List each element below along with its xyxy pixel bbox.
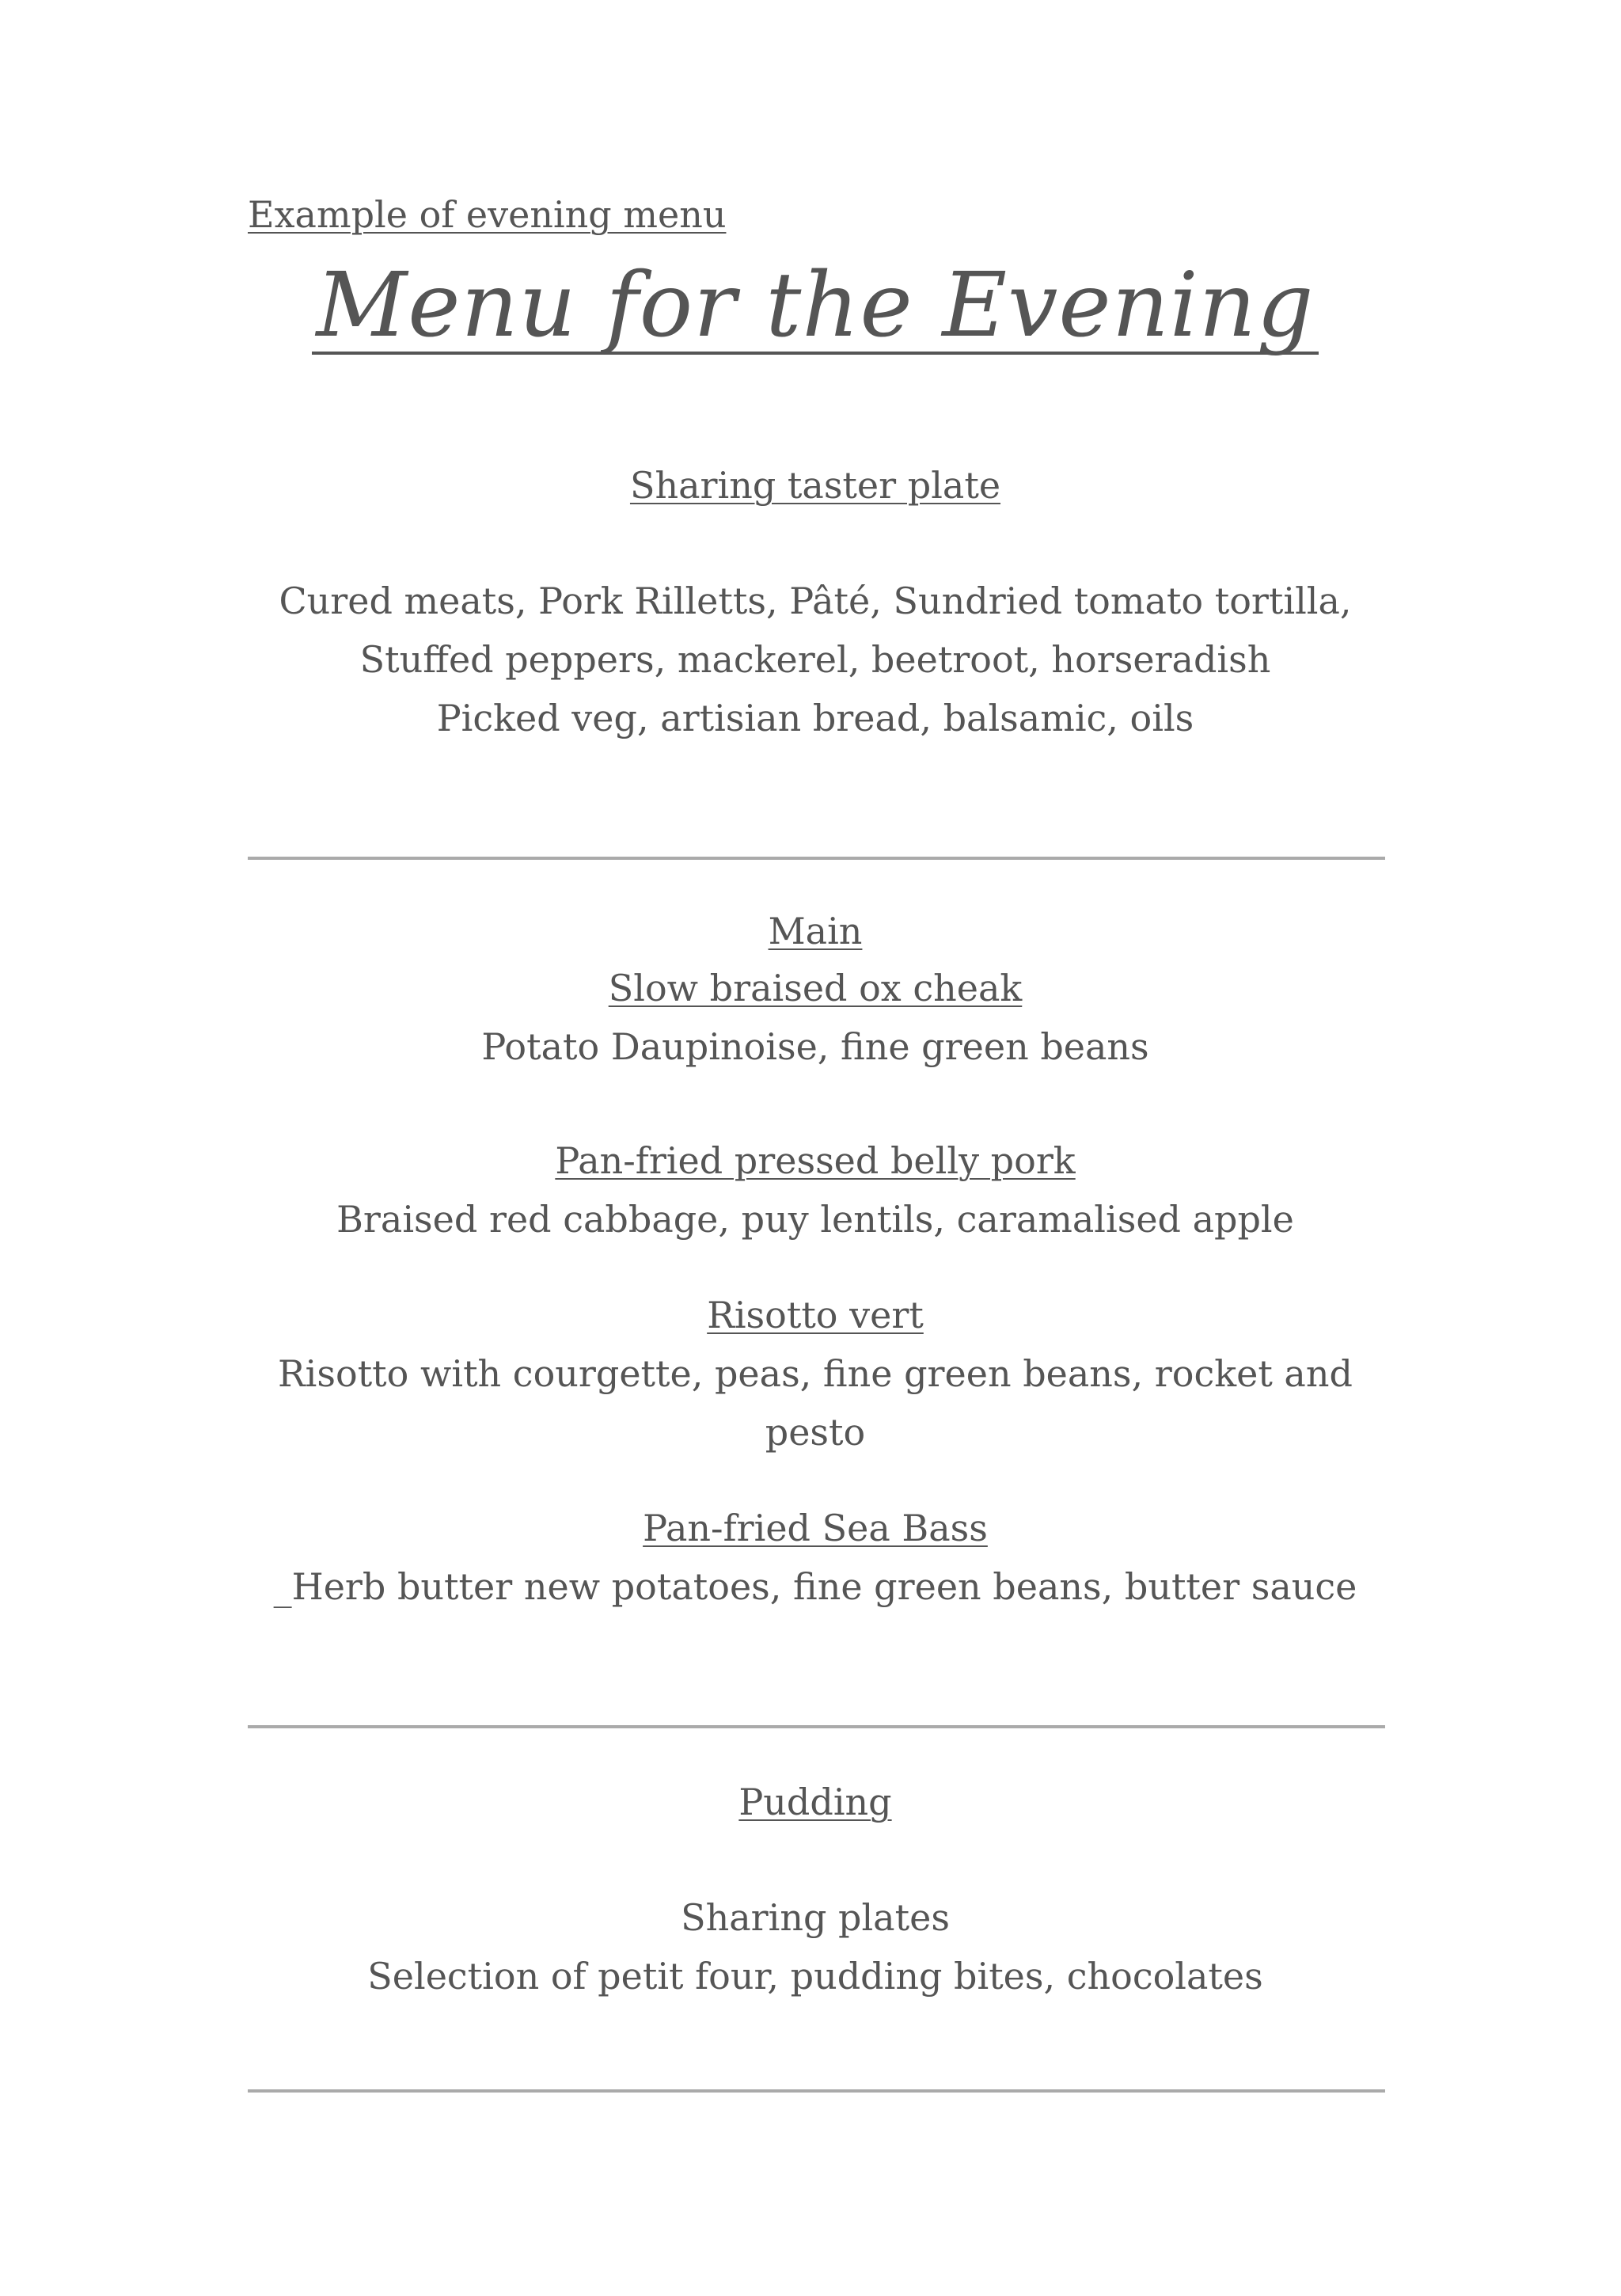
pudding-heading: Pudding [738, 1781, 892, 1823]
section-divider [248, 2089, 1385, 2093]
starter-line-1: Cured meats, Pork Rilletts, Pâté, Sundried tomato tortilla, [279, 580, 1352, 622]
starter-heading: Sharing taster plate [629, 464, 1001, 507]
dish-desc-ox-cheak: Potato Daupinoise, fine green beans [481, 1025, 1149, 1068]
pudding-line-2: Selection of petit four, pudding bites, chocolates [367, 1955, 1263, 1998]
dish-desc-sea-bass: _Herb butter new potatoes, fine green beans, butter sauce [273, 1565, 1357, 1608]
section-divider [248, 857, 1385, 860]
dish-desc-risotto-2: pesto [765, 1411, 866, 1454]
dish-name-ox-cheak: Slow braised ox cheak [608, 967, 1023, 1009]
menu-title [0, 254, 1621, 357]
starter-line-2: Stuffed peppers, mackerel, beetroot, horseradish [359, 638, 1271, 681]
main-heading: Main [768, 910, 863, 952]
dish-name-risotto: Risotto vert [707, 1294, 924, 1336]
menu-eyebrow: Example of evening menu [248, 193, 727, 236]
menu-title-text: Menu for the Evening [312, 261, 1319, 355]
pudding-line-1: Sharing plates [681, 1896, 950, 1939]
dish-desc-belly-pork: Braised red cabbage, puy lentils, caramalised apple [336, 1198, 1294, 1241]
dish-name-sea-bass: Pan-fried Sea Bass [643, 1507, 988, 1549]
dish-name-belly-pork: Pan-fried pressed belly pork [555, 1139, 1076, 1182]
dish-desc-risotto-1: Risotto with courgette, peas, fine green beans, rocket and [278, 1352, 1353, 1395]
starter-line-3: Picked veg, artisian bread, balsamic, oils [436, 697, 1194, 739]
section-divider [248, 1725, 1385, 1728]
